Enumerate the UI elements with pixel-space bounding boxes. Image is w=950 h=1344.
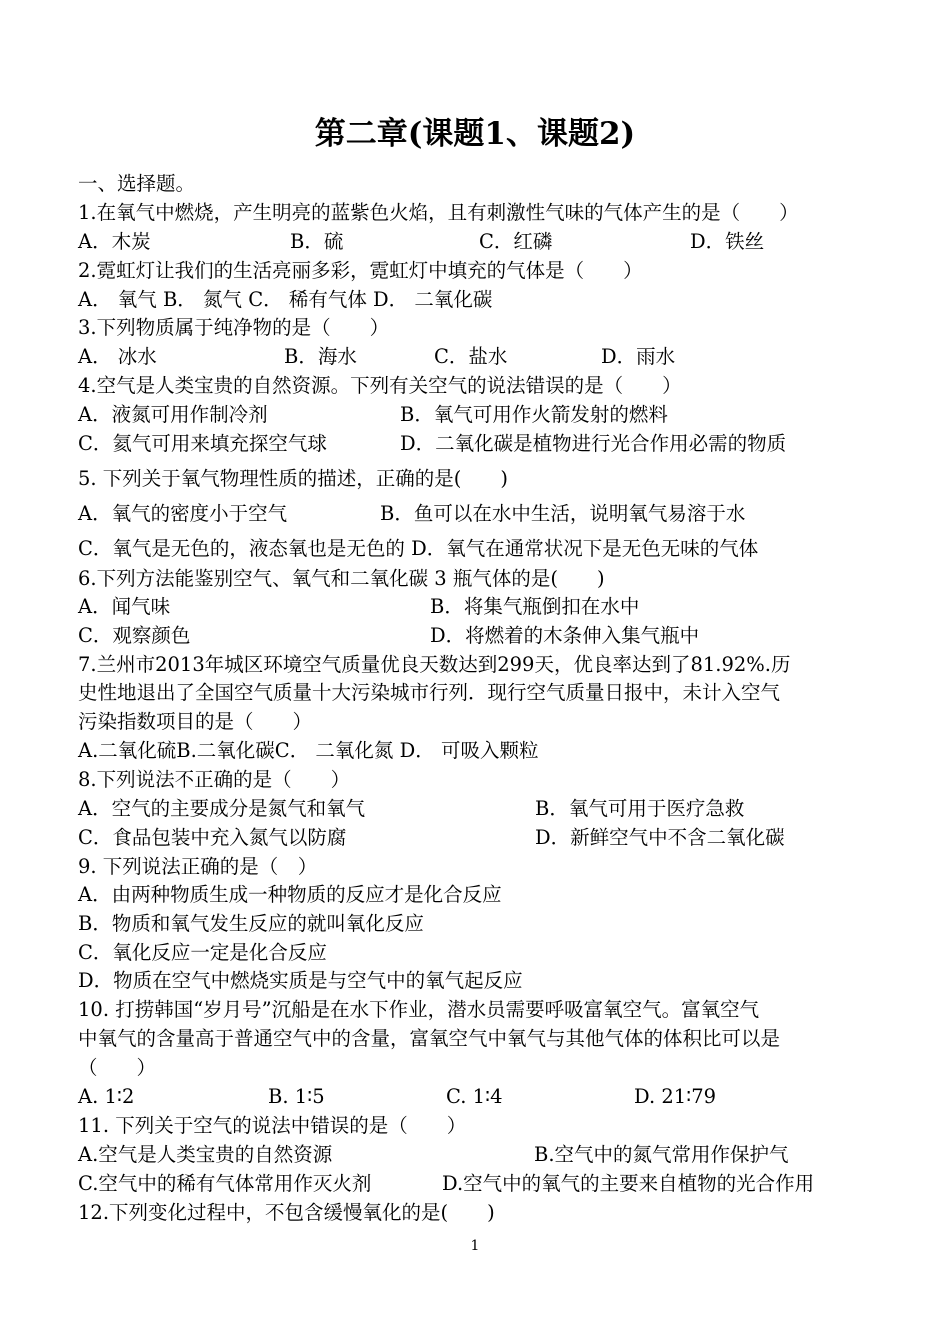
question-6-option-c: C．观察颜色 [78,624,191,647]
question-10-stem-line-3: （ ） [78,1056,157,1079]
question-11-option-b: B.空气中的氮气常用作保护气 [534,1143,789,1166]
question-9-option-c: C．氧化反应一定是化合反应 [78,941,327,964]
question-9-option-d: D．物质在空气中燃烧实质是与空气中的氧气起反应 [78,969,523,992]
question-6-stem: 6.下列方法能鉴别空气、氧气和二氧化碳 3 瓶气体的是( ) [78,567,605,590]
question-6-option-d: D．将燃着的木条伸入集气瓶中 [430,624,700,647]
question-8-option-a: A．空气的主要成分是氮气和氧气 [78,797,366,820]
page-number: 1 [470,1238,480,1254]
question-3-option-b: B．海水 [284,345,357,368]
question-10-option-b: B. 1∶5 [268,1085,325,1108]
question-7-stem-line-3: 污染指数项目的是（ ） [78,710,313,733]
question-5-option-b: B．鱼可以在水中生活，说明氧气易溶于水 [380,502,746,525]
question-11-stem: 11. 下列关于空气的说法中错误的是（ ） [78,1114,467,1137]
question-1-option-a: A．木炭 [78,230,151,253]
question-10-stem-line-2: 中氧气的含量高于普通空气中的含量，富氧空气中氧气与其他气体的体积比可以是 [78,1027,781,1050]
question-5-option-a: A．氧气的密度小于空气 [78,502,288,525]
question-1-option-c: C．红磷 [479,230,553,253]
question-2-options: A． 氧气 B． 氮气 C． 稀有气体 D． 二氧化碳 [78,288,493,311]
question-1-stem: 1.在氧气中燃烧，产生明亮的蓝紫色火焰，且有刺激性气味的气体产生的是（ ） [78,201,799,224]
question-8-option-b: B．氧气可用于医疗急救 [535,797,745,820]
question-8-option-d: D．新鲜空气中不含二氧化碳 [535,826,785,849]
question-11-option-a: A.空气是人类宝贵的自然资源 [78,1143,333,1166]
question-6-option-a: A．闻气味 [78,595,171,618]
question-10-option-a: A. 1∶2 [78,1085,135,1108]
question-4-option-a: A．液氮可用作制冷剂 [78,403,268,426]
question-12-stem: 12.下列变化过程中，不包含缓慢氧化的是( ) [78,1201,495,1224]
question-10-option-c: C. 1∶4 [446,1085,503,1108]
question-7-options: A.二氧化硫B.二氧化碳C． 二氧化氮 D． 可吸入颗粒 [78,739,539,762]
question-3-option-d: D．雨水 [601,345,676,368]
question-10-stem-line-1: 10. 打捞韩国“岁月号”沉船是在水下作业，潜水员需要呼吸富氧空气。富氧空气 [78,998,760,1021]
page-title: 第二章(课题1、课题2) [314,116,636,152]
question-7-stem-line-2: 史性地退出了全国空气质量十大污染城市行列．现行空气质量日报中，未计入空气 [78,681,781,704]
question-1-option-b: B．硫 [290,230,344,253]
question-11-option-d: D.空气中的氧气的主要来自植物的光合作用 [442,1172,815,1195]
question-4-option-b: B．氧气可用作火箭发射的燃料 [400,403,668,426]
question-4-stem: 4.空气是人类宝贵的自然资源。下列有关空气的说法错误的是（ ） [78,374,682,397]
question-5-options-cd: C．氧气是无色的，液态氧也是无色的 D．氧气在通常状况下是无色无味的气体 [78,537,759,560]
question-6-option-b: B．将集气瓶倒扣在水中 [430,595,640,618]
question-3-stem: 3.下列物质属于纯净物的是（ ） [78,316,390,339]
question-7-stem-line-1: 7.兰州市2013年城区环境空气质量优良天数达到299天，优良率达到了81.92%.历 [78,653,791,676]
question-9-option-a: A．由两种物质生成一种物质的反应才是化合反应 [78,883,502,906]
question-3-option-c: C．盐水 [434,345,508,368]
section-heading: 一、选择题。 [78,172,196,195]
question-2-stem: 2.霓虹灯让我们的生活亮丽多彩，霓虹灯中填充的气体是（ ） [78,259,643,282]
question-11-option-c: C.空气中的稀有气体常用作灭火剂 [78,1172,372,1195]
question-9-option-b: B．物质和氧气发生反应的就叫氧化反应 [78,912,424,935]
question-8-option-c: C．食品包装中充入氮气以防腐 [78,826,347,849]
question-9-stem: 9. 下列说法正确的是（ ） [78,855,318,878]
question-4-option-d: D．二氧化碳是植物进行光合作用必需的物质 [400,432,787,455]
question-3-option-a: A． 冰水 [78,345,157,368]
question-10-option-d: D. 21∶79 [634,1085,717,1108]
question-5-stem: 5. 下列关于氧气物理性质的描述，正确的是( ) [78,467,509,490]
question-8-stem: 8.下列说法不正确的是（ ） [78,768,351,791]
question-1-option-d: D．铁丝 [690,230,765,253]
question-4-option-c: C．氦气可用来填充探空气球 [78,432,327,455]
